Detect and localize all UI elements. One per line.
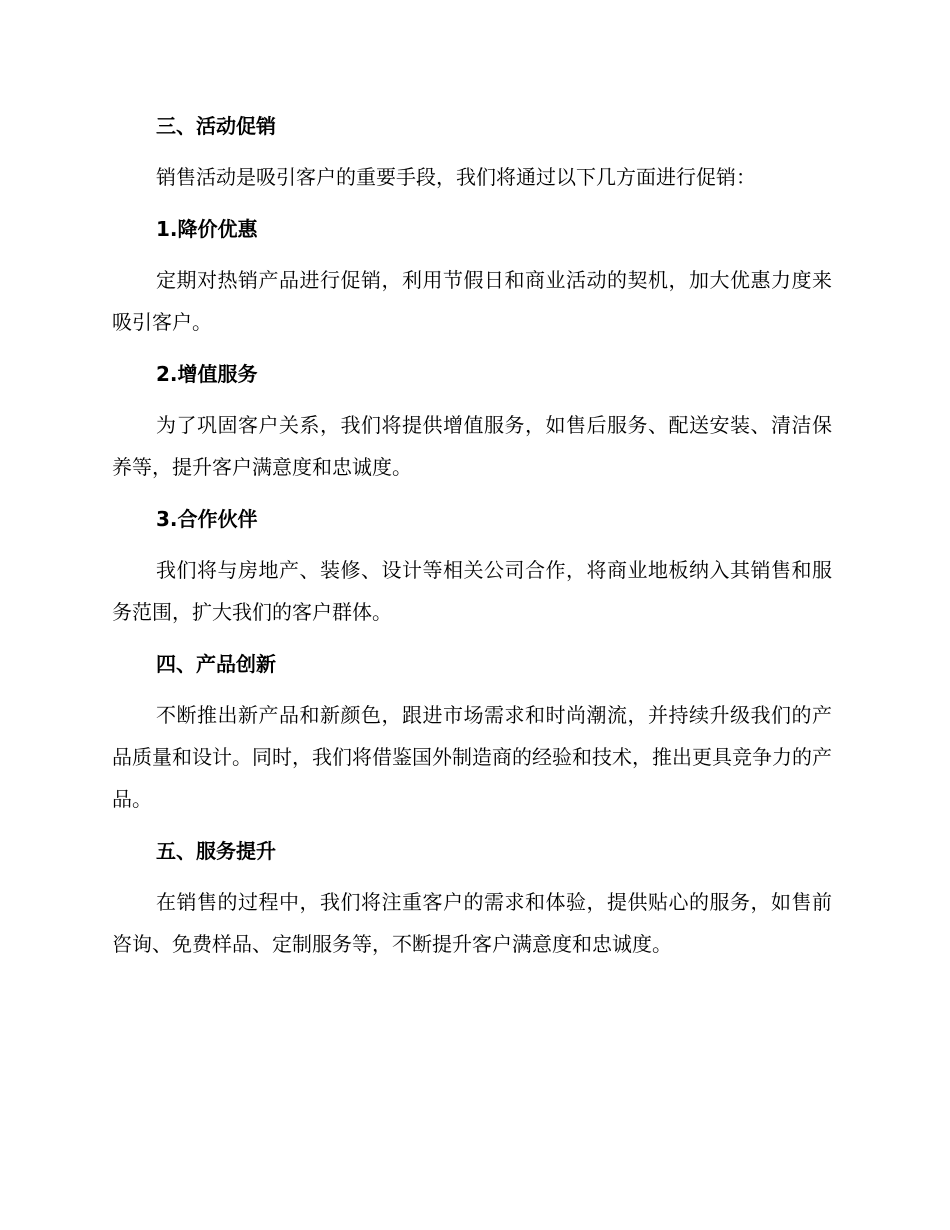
document-body (112, 104, 832, 974)
paragraph-price-discount: 定期对热销产品进行促销，利用节假日和商业活动的契机，加大优惠力度来吸引客户。 (112, 268, 832, 334)
paragraph-service-improvement: 在销售的过程中，我们将注重客户的需求和体验，提供贴心的服务，如售前咨询、免费样品、定制服务等，不断提升客户满意度和忠诚度。 (112, 890, 832, 956)
paragraph-value-added-service: 为了巩固客户关系，我们将提供增值服务，如售后服务、配送安装、清洁保养等，提升客户满意度和忠诚度。 (112, 413, 832, 479)
paragraph-partners: 我们将与房地产、装修、设计等相关公司合作，将商业地板纳入其销售和服务范围，扩大我们的客户群体。 (112, 558, 832, 624)
section-heading-product-innovation: 四、产品创新 (156, 652, 276, 676)
section-heading-service-improvement: 五、服务提升 (156, 839, 276, 863)
subheading-value-added-service: 2.增值服务 (156, 362, 258, 386)
paragraph-product-innovation: 不断推出新产品和新颜色，跟进市场需求和时尚潮流，并持续升级我们的产品质量和设计。同时，我们将借鉴国外制造商的经验和技术，推出更具竞争力的产品。 (112, 703, 832, 811)
section-heading-promotion: 三、活动促销 (156, 114, 276, 138)
subheading-price-discount: 1.降价优惠 (156, 217, 258, 241)
section-intro-promotion: 销售活动是吸引客户的重要手段，我们将通过以下几方面进行促销： (156, 165, 756, 189)
subheading-partners: 3.合作伙伴 (156, 507, 258, 531)
